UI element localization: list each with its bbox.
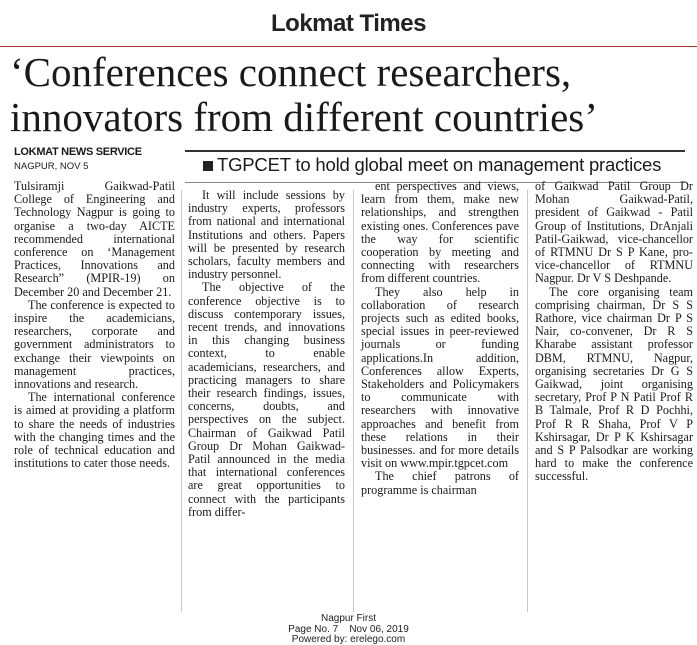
footer-powered-by[interactable]: Powered by: erelego.com [291, 634, 406, 645]
subheadline: TGPCET to hold global meet on management practices [217, 154, 662, 175]
paragraph: The conference is expected to inspire the academicians, researchers, corporate and government administrators to exchange their viewpoints on management practices, innovations and research. [14, 297, 175, 392]
column-divider [353, 190, 354, 612]
article-column-4 [535, 180, 693, 484]
dateline: NAGPUR, NOV 5 [14, 161, 89, 172]
paragraph: The objective of the conference objective is to discuss contemporary issues, recent trends, and innovations in this changing business context, to enable academicians, researchers, and practicing managers to share their research findings, issues, concerns, doubts, and perspectives on the subject. Chairman of Gaikwad Patil Group Dr Mohan Gaikwad-Patil announced in the media that international conferences are great opportunities to connect with the participants from differ- [188, 280, 345, 519]
headline-line-2: innovators from different countries’ [10, 94, 598, 140]
article-column-1 [14, 180, 175, 470]
paragraph: Tulsiramji Gaikwad-Patil College of Engineering and Technology Nagpur is going to organise a two-day AICTE recommended international conference on ‘Management Practices, Innovations and Research” (MPIR-19) on December 20 and December 21. [14, 179, 175, 299]
masthead-logo: Lokmat Times [271, 10, 426, 37]
headline-line-1: ‘Conferences connect researchers, [10, 49, 572, 95]
headline [10, 50, 695, 140]
column-divider [181, 190, 182, 612]
column-divider [527, 190, 528, 612]
paragraph: The chief patrons of programme is chairman [361, 469, 519, 497]
paragraph: of Gaikwad Patil Group Dr Mohan Gaikwad-Patil, president of Gaikwad - Patil Group of Institutions, DrAnjali Patil-Gaikwad, vice-chancellor of RTMNU Dr S P Kane, pro-vice-chancellor of RTMNU Nagpur. Dr V S Deshpande. [535, 179, 693, 286]
paragraph: They also help in collaboration of research projects such as edited books, special issues in peer-reviewed journals or funding applications.In addition, Conferences allow Experts, Stakeholders and Policymakers to communicate with researchers with innovative approaches and benefit from these relations in their businesses. and for more details visit on www.mpir.tgpcet.com [361, 284, 519, 471]
square-bullet-icon [203, 161, 213, 171]
footer-edition: Nagpur First [320, 613, 376, 624]
paragraph: ent perspectives and views, learn from them, make new relationships, and strengthen existing ones. Conferences pave the way for scientific cooperation by meeting and connecting with researchers from different countries. [361, 179, 519, 286]
byline: LOKMAT NEWS SERVICE [14, 146, 142, 158]
masthead-divider [0, 46, 697, 47]
article-column-2 [188, 189, 345, 519]
paragraph: The international conference is aimed at providing a platform to share the needs of industries with the changing times and the role of technical education and institutions to cater those needs. [14, 390, 175, 471]
paragraph: It will include sessions by industry experts, professors from national and international Institutions and others. Papers will be presented by research scholars, faculty members and industry personnel. [188, 188, 345, 282]
article-column-3 [361, 180, 519, 497]
paragraph: The core organising team comprising chairman, Dr S S Rathore, vice chairman Dr P S Nair, co-convener, Dr R S Kharabe assistant professor DBM, RTMNU, Nagpur, organising secretaries Dr G S Gaikwad, joint organising secretary, Prof P N Patil Prof R B Talmale, Prof R D Pochhi, Prof R R Shaha, Prof V P Kshirsagar, Dr P K Kshirsagar and S P Palsodkar are working hard to make the conference successful. [535, 284, 693, 484]
footer-page-info: Page No. 7 Nov 06, 2019 [288, 624, 409, 635]
